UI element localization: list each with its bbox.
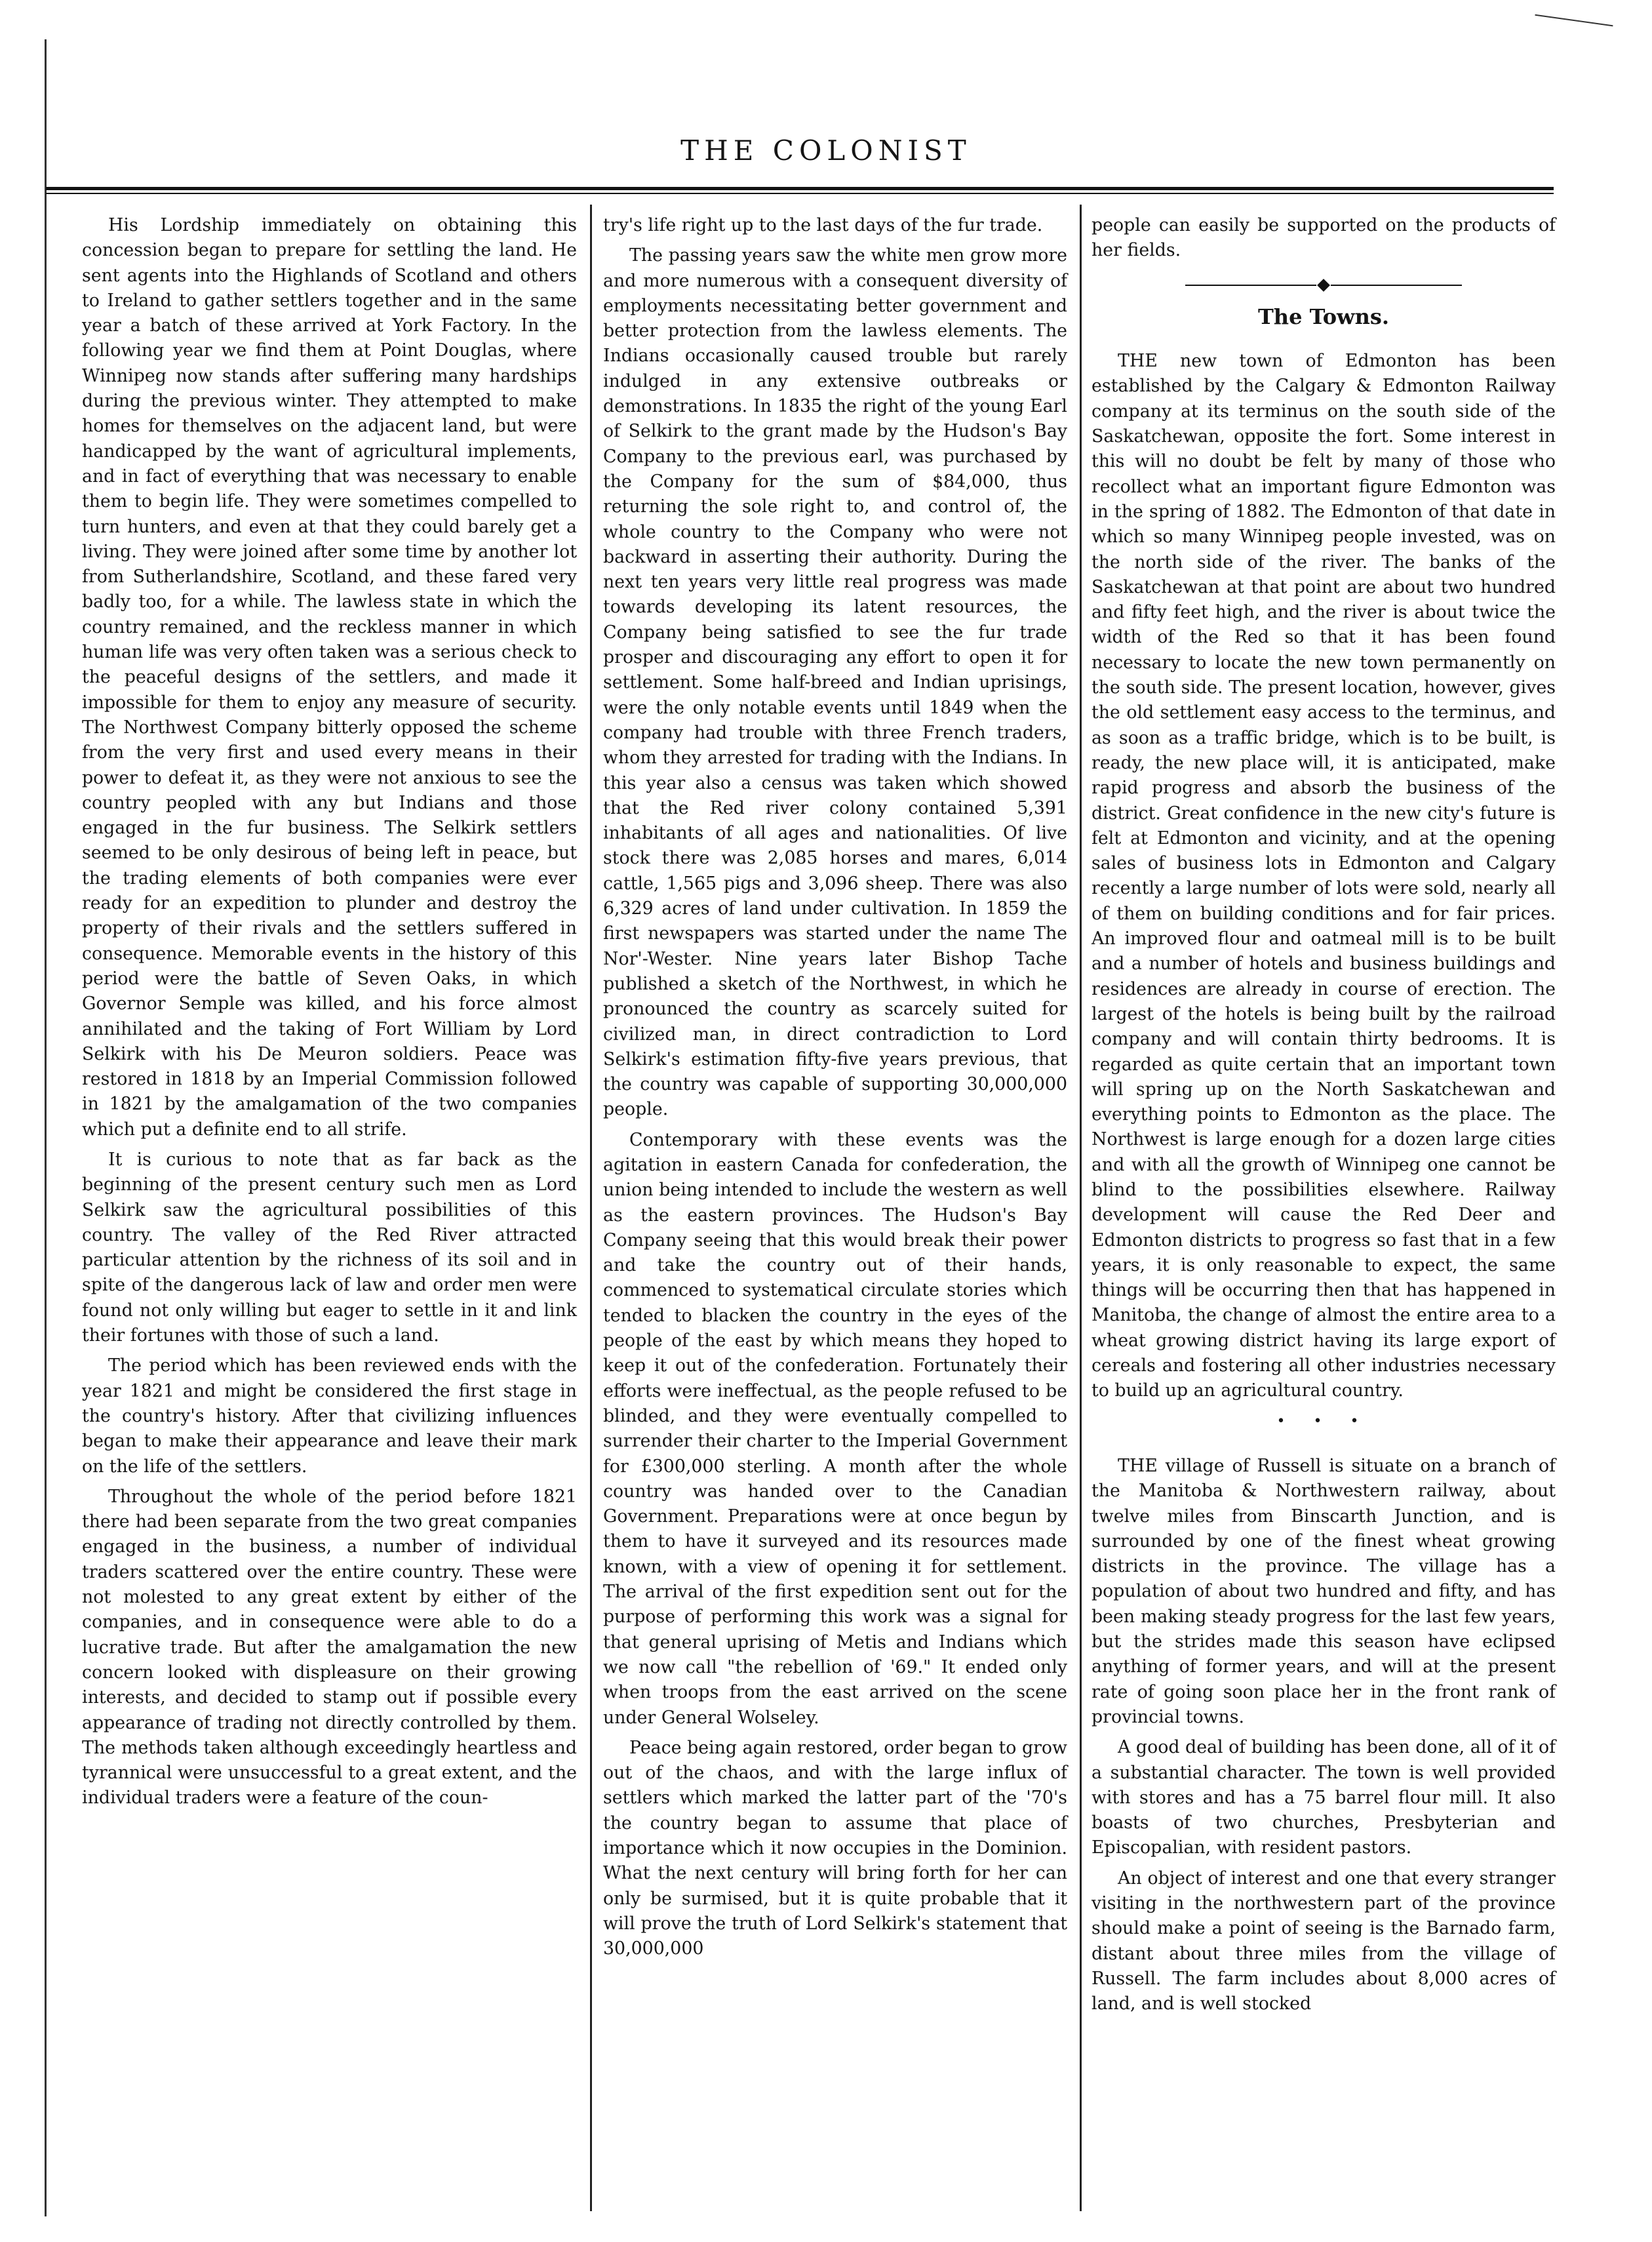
column-divider-2: [1080, 205, 1082, 2211]
col2-paragraph-2: The passing years saw the white men grow more and more numerous with a consequent diversity of employments necessitating better government and better protection from the lawless elements. The Indians occasionally caused trouble but rarely indulged in any extensive outbreaks or demonstrations. In 1835 the right of the young Earl of Selkirk to the grant made by the Hudson's Bay Company to the previous earl, was purchased by the Company for the sum of $84,000, thus returning the sole right to, and control of, the whole country to the Company who were not backward in asserting their authority. During the next ten years very little real progress was made towards developing its latent resources, the Company being satisfied to see the fur trade prosper and discouraging any effort to open it for settlement. Some half-breed and Indian uprisings, were the only notable events until 1849 when the company had trouble with three French traders, whom they arrested for trading with the Indians. In this year also a census was taken which showed that the Red river colony contained 5,391 inhabitants of all ages and nationalities. Of live stock there was 2,085 horses and mares, 6,014 cattle, 1,565 pigs and 3,096 sheep. There was also 6,329 acres of land under cultivation. In 1859 the first newspapers was started under the name The Nor'-Wester. Nine years later Bishop Tache published a sketch of the Northwest, in which he pronounced the country as scarcely suited for civilized man, in direct contradiction to Lord Selkirk's estimation fifty-five years previous, that the country was capable of supporting 30,000,000 people.: [603, 245, 1067, 1120]
col1-paragraph-2: It is curious to note that as far back as the beginning of the present century such men as Lord Selkirk saw the agricultural possibilities of this country. The valley of the Red River attracted particular attention by the richness of its soil and in spite of the dangerous lack of law and order men were found not only willing but eager to settle in it and link their fortunes with those of such a land.: [82, 1149, 577, 1346]
col1-paragraph-1: His Lordship immediately on obtaining this concession began to prepare for settling the land. He sent agents into the Highlands of Scotland and others to Ireland to gather settlers together and in the same year a batch of these arrived at York Factory. In the following year we find them at Point Douglas, where Winnipeg now stands after suffering many hardships during the previous winter. They attempted to make homes for themselves on the adjacent land, but were handicapped by the want of agricultural implements, and in fact of everything that was necessary to enable them to begin life. They were sometimes compelled to turn hunters, and even at that they could barely get a living. They were joined after some time by another lot from Sutherlandshire, Scotland, and these fared very badly too, for a while. The lawless state in which the country remained, and the reckless manner in which human life was very often taken was a serious check to the peaceful designs of the settlers, and made it impossible for them to enjoy any measure of security. The Northwest Company bitterly opposed the scheme from the very first and used every means in their power to defeat it, as they were not anxious to see the country peopled with any but Indians and those engaged in the fur business. The Selkirk settlers seemed to be only desirous of being left in peace, but the trading elements of both companies were ever ready for an expedition to plunder and destroy the property of their rivals and the settlers suffered in consequence. Memorable events in the history of this period were the battle of Seven Oaks, in which Governor Semple was killed, and his force almost annihilated and the taking of Fort William by Lord Selkirk with his De Meuron soldiers. Peace was restored in 1818 by an Imperial Commission followed in 1821 by the amalgamation of the two companies which put a definite end to all strife.: [82, 215, 577, 1140]
col2-paragraph-1: try's life right up to the last days of the fur trade.: [603, 215, 1043, 235]
col2-paragraph-3: Contemporary with these events was the agitation in eastern Canada for confederation, the union being intended to include the western as well as the eastern provinces. The Hudson's Bay Company seeing that this would break their power and take the country out of their hands, commenced to systematical circulate stories which tended to blacken the country in the eyes of the people of the east by which means they hoped to keep it out of the confederation. Fortunately their efforts were ineffectual, as the people refused to be blinded, and they were eventually compelled to surrender their charter to the Imperial Government for £300,000 sterling. A month after the whole country was handed over to the Canadian Government. Preparations were at once begun by them to have it surveyed and its resources made known, with a view of opening it for settlement. The arrival of the first expedition sent out for the purpose of performing this work was a signal for that general uprising of Metis and Indians which we now call "the rebellion of '69." It ended only when troops from the east arrived on the scene under General Wolseley.: [603, 1129, 1067, 1728]
column-3: [1092, 213, 1556, 2022]
col1-paragraph-4: Throughout the whole of the period before 1821 there had been separate from the two great companies engaged in the business, a number of individual traders scattered over the entire country. These were not molested to any great extent by either of the companies, and in consequence were able to do a lucrative trade. But after the amalgamation the new concern looked with displeasure on their growing interests, and decided to stamp out if possible every appearance of trading not directly controlled by them. The methods taken although exceedingly heartless and tyrannical were unsuccessful to a great extent, and the individual traders were a feature of the coun-: [82, 1486, 577, 1809]
binding-edge-line: [45, 39, 47, 2216]
masthead-title: THE COLONIST: [680, 134, 972, 167]
section-title-towns: The Towns.: [1257, 304, 1390, 329]
col3-paragraph-russell: THE village of Russell is situate on a branch of the Manitoba & Northwestern railway, about twelve miles from Binscarth Junction, and is surrounded by one of the finest wheat growing districts in the province. The village has a population of about two hundred and fifty, and has been making steady progress for the last few years, but the strides made this season have eclipsed anything of former years, and will at the present rate of going soon place her in the front rank of provincial towns.: [1092, 1455, 1556, 1727]
ornament-diamond: [1317, 279, 1330, 292]
ornament-line-right: [1331, 285, 1462, 286]
section-ornament: [1092, 273, 1556, 298]
col1-paragraph-3: The period which has been reviewed ends with the year 1821 and might be considered the first stage in the country's history. After that civilizing influences began to make their appearance and leave their mark on the life of the settlers.: [82, 1355, 577, 1477]
ornament-line-left: [1185, 285, 1316, 286]
column-1: [82, 213, 577, 1816]
col3-lead-paragraph: people can easily be supported on the products of her fields.: [1092, 215, 1556, 261]
col3-paragraph-building: A good deal of building has been done, all of it of a substantial character. The town is well provided with stores and has a 75 barrel flour mill. It also boasts of two churches, Presbyterian and Episcopalian, with resident pastors.: [1092, 1737, 1556, 1858]
col3-paragraph-barnado: An object of interest and one that every stranger visiting in the northwestern part of the province should make a point of seeing is the Barnado farm, distant about three miles from the village of Russell. The farm includes about 8,000 acres of land, and is well stocked: [1092, 1868, 1556, 2014]
col2-paragraph-4: Peace being again restored, order began to grow out of the chaos, and with the large influx of settlers which marked the latter part of the '70's the country began to assume that place of importance which it now occupies in the Dominion. What the next century will bring forth for her can only be surmised, but it is quite probable that it will prove the truth of Lord Selkirk's statement that 30,000,000: [603, 1737, 1067, 1959]
masthead-rule-thin: [46, 193, 1554, 194]
col3-paragraph-edmonton: THE new town of Edmonton has been established by the Calgary & Edmonton Railway company at its terminus on the south side of the Saskatchewan, opposite the fort. Some interest in this will no doubt be felt by many of those who recollect what an important figure Edmonton was in the spring of 1882. The Edmonton of that date in which so many Winnipeg people invested, was on the north side of the river. The banks of the Saskatchewan at that point are about two hundred and fifty feet high, and the river is about twice the width of the Red so that it has been found necessary to locate the new town permanently on the south side. The present location, however, gives the old settlement easy access to the terminus, and as soon as a traffic bridge, which is to be built, is ready, the new place will, it is anticipated, make rapid progress and absorb the business of the district. Great confidence in the new city's future is felt at Edmonton and vicinity, and at the opening sales of business lots in Edmonton and Calgary recently a large number of lots were sold, nearly all of them on building conditions and for fair prices. An improved flour and oatmeal mill is to be built and a number of hotels and business buildings and residences are already in course of erection. The largest of the hotels is being built by the railroad company and will contain thirty bedrooms. It is regarded as quite certain that an important town will spring up on the North Saskatchewan and everything points to Edmonton as the place. The Northwest is large enough for a dozen large cities and with all the growth of Winnipeg one cannot be blind to the possibilities elsewhere. Railway development will cause the Red Deer and Edmonton districts to progress so fast that in a few years, it is only reasonable to expect, the same things will be occurring then that has happened in Manitoba, the change of almost the entire area to a wheat growing district having its large export of cereals and fostering all other industries necessary to build up an agricultural country.: [1092, 351, 1556, 1401]
corner-scratch: [1533, 14, 1613, 36]
column-divider-1: [590, 205, 592, 2211]
column-2: [603, 213, 1067, 1967]
masthead-rule: [46, 187, 1554, 190]
section-separator: • • •: [1276, 1412, 1371, 1430]
